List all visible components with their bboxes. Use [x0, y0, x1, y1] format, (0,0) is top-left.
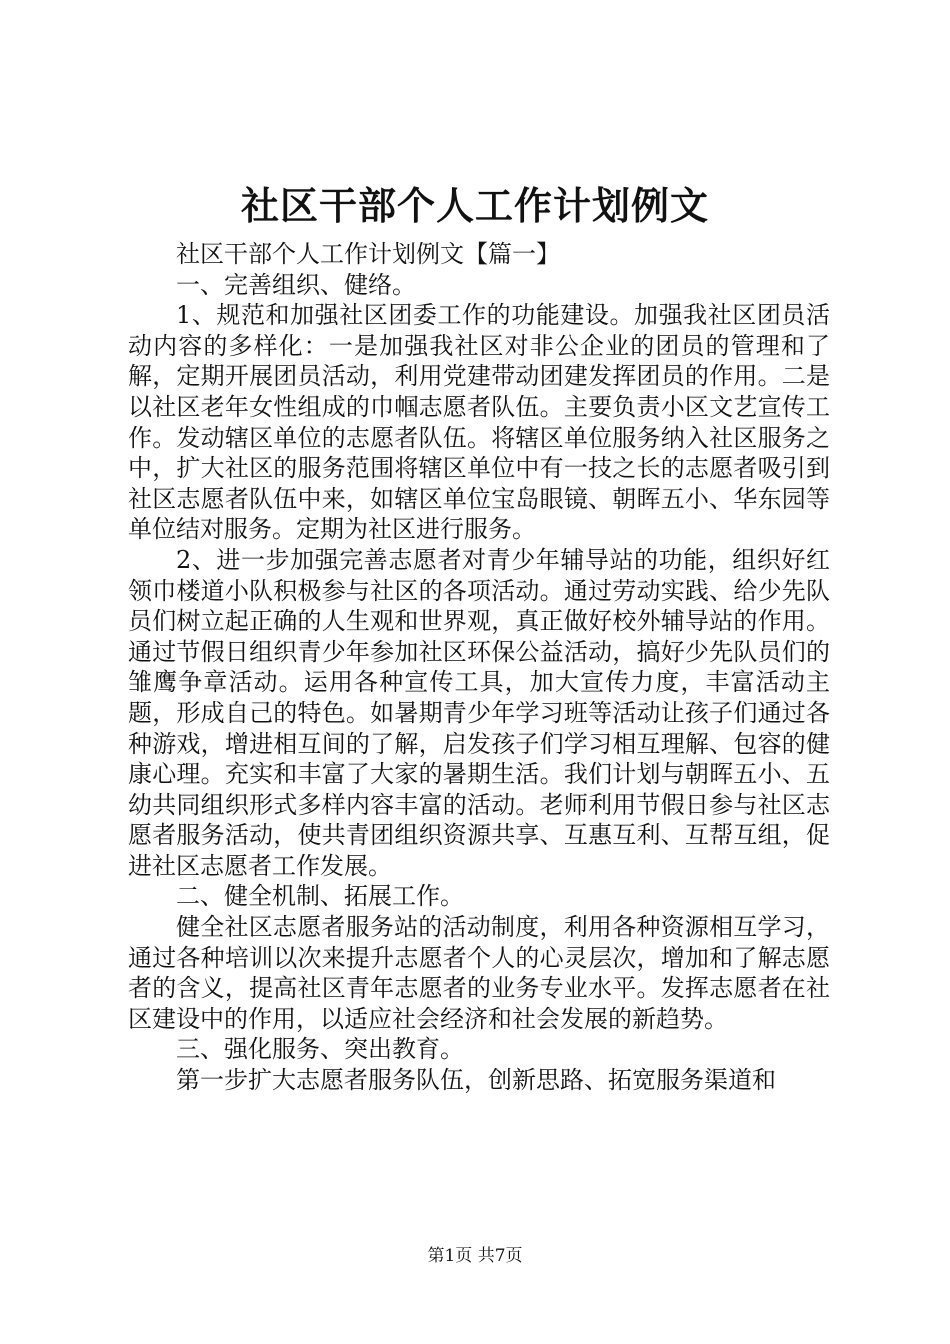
- document-title: 社区干部个人工作计划例文: [240, 183, 709, 228]
- page-footer: 第1页 共7页: [427, 1246, 523, 1266]
- paragraph-service: 第一步扩大志愿者服务队伍，创新思路、拓宽服务渠道和: [176, 1066, 776, 1095]
- paragraph-item-1: 1、规范和加强社区团委工作的功能建设。加强我社区团员活动内容的多样化：一是加强我社区对非公企业的团员的管理和了解，定期开展团员活动，利用党建带动团建发挥团员的作用。二是以社区老年女性组成的巾帼志愿者队伍。主要负责小区文艺宣传工作。发动辖区单位的志愿者队伍。将辖区单位服务纳入社区服务之中，扩大社区的服务范围将辖区单位中有一技之长的志愿者吸引到社区志愿者队伍中来，如辖区单位宝岛眼镜、朝晖五小、华东园等单位结对服务。定期为社区进行服务。: [128, 301, 830, 544]
- heading-one: 一、完善组织、健络。: [176, 270, 416, 299]
- heading-three: 三、强化服务、突出教育。: [176, 1035, 464, 1064]
- document-body: [128, 239, 830, 1096]
- paragraph-mechanism: 健全社区志愿者服务站的活动制度，利用各种资源相互学习，通过各种培训以次来提升志愿者个人的心灵层次，增加和了解志愿者的含义，提高社区青年志愿者的业务专业水平。发挥志愿者在社区建设中的作用，以适应社会经济和社会发展的新趋势。: [128, 913, 830, 1033]
- heading-two: 二、健全机制、拓展工作。: [176, 882, 464, 911]
- paragraph-item-2: 2、进一步加强完善志愿者对青少年辅导站的功能，组织好红领巾楼道小队积极参与社区的各项活动。通过劳动实践、给少先队员们树立起正确的人生观和世界观，真正做好校外辅导站的作用。通过节假日组织青少年参加社区环保公益活动，搞好少先队员们的雏鹰争章活动。运用各种宣传工具，加大宣传力度，丰富活动主题，形成自己的特色。如暑期青少年学习班等活动让孩子们通过各种游戏，增进相互间的了解，启发孩子们学习相互理解、包容的健康心理。充实和丰富了大家的暑期生活。我们计划与朝晖五小、五幼共同组织形式多样内容丰富的活动。老师利用节假日参与社区志愿者服务活动，使共青团组织资源共享、互惠互利、互帮互组，促进社区志愿者工作发展。: [128, 545, 830, 880]
- section-heading-part-one: 社区干部个人工作计划例文【篇一】: [176, 240, 560, 268]
